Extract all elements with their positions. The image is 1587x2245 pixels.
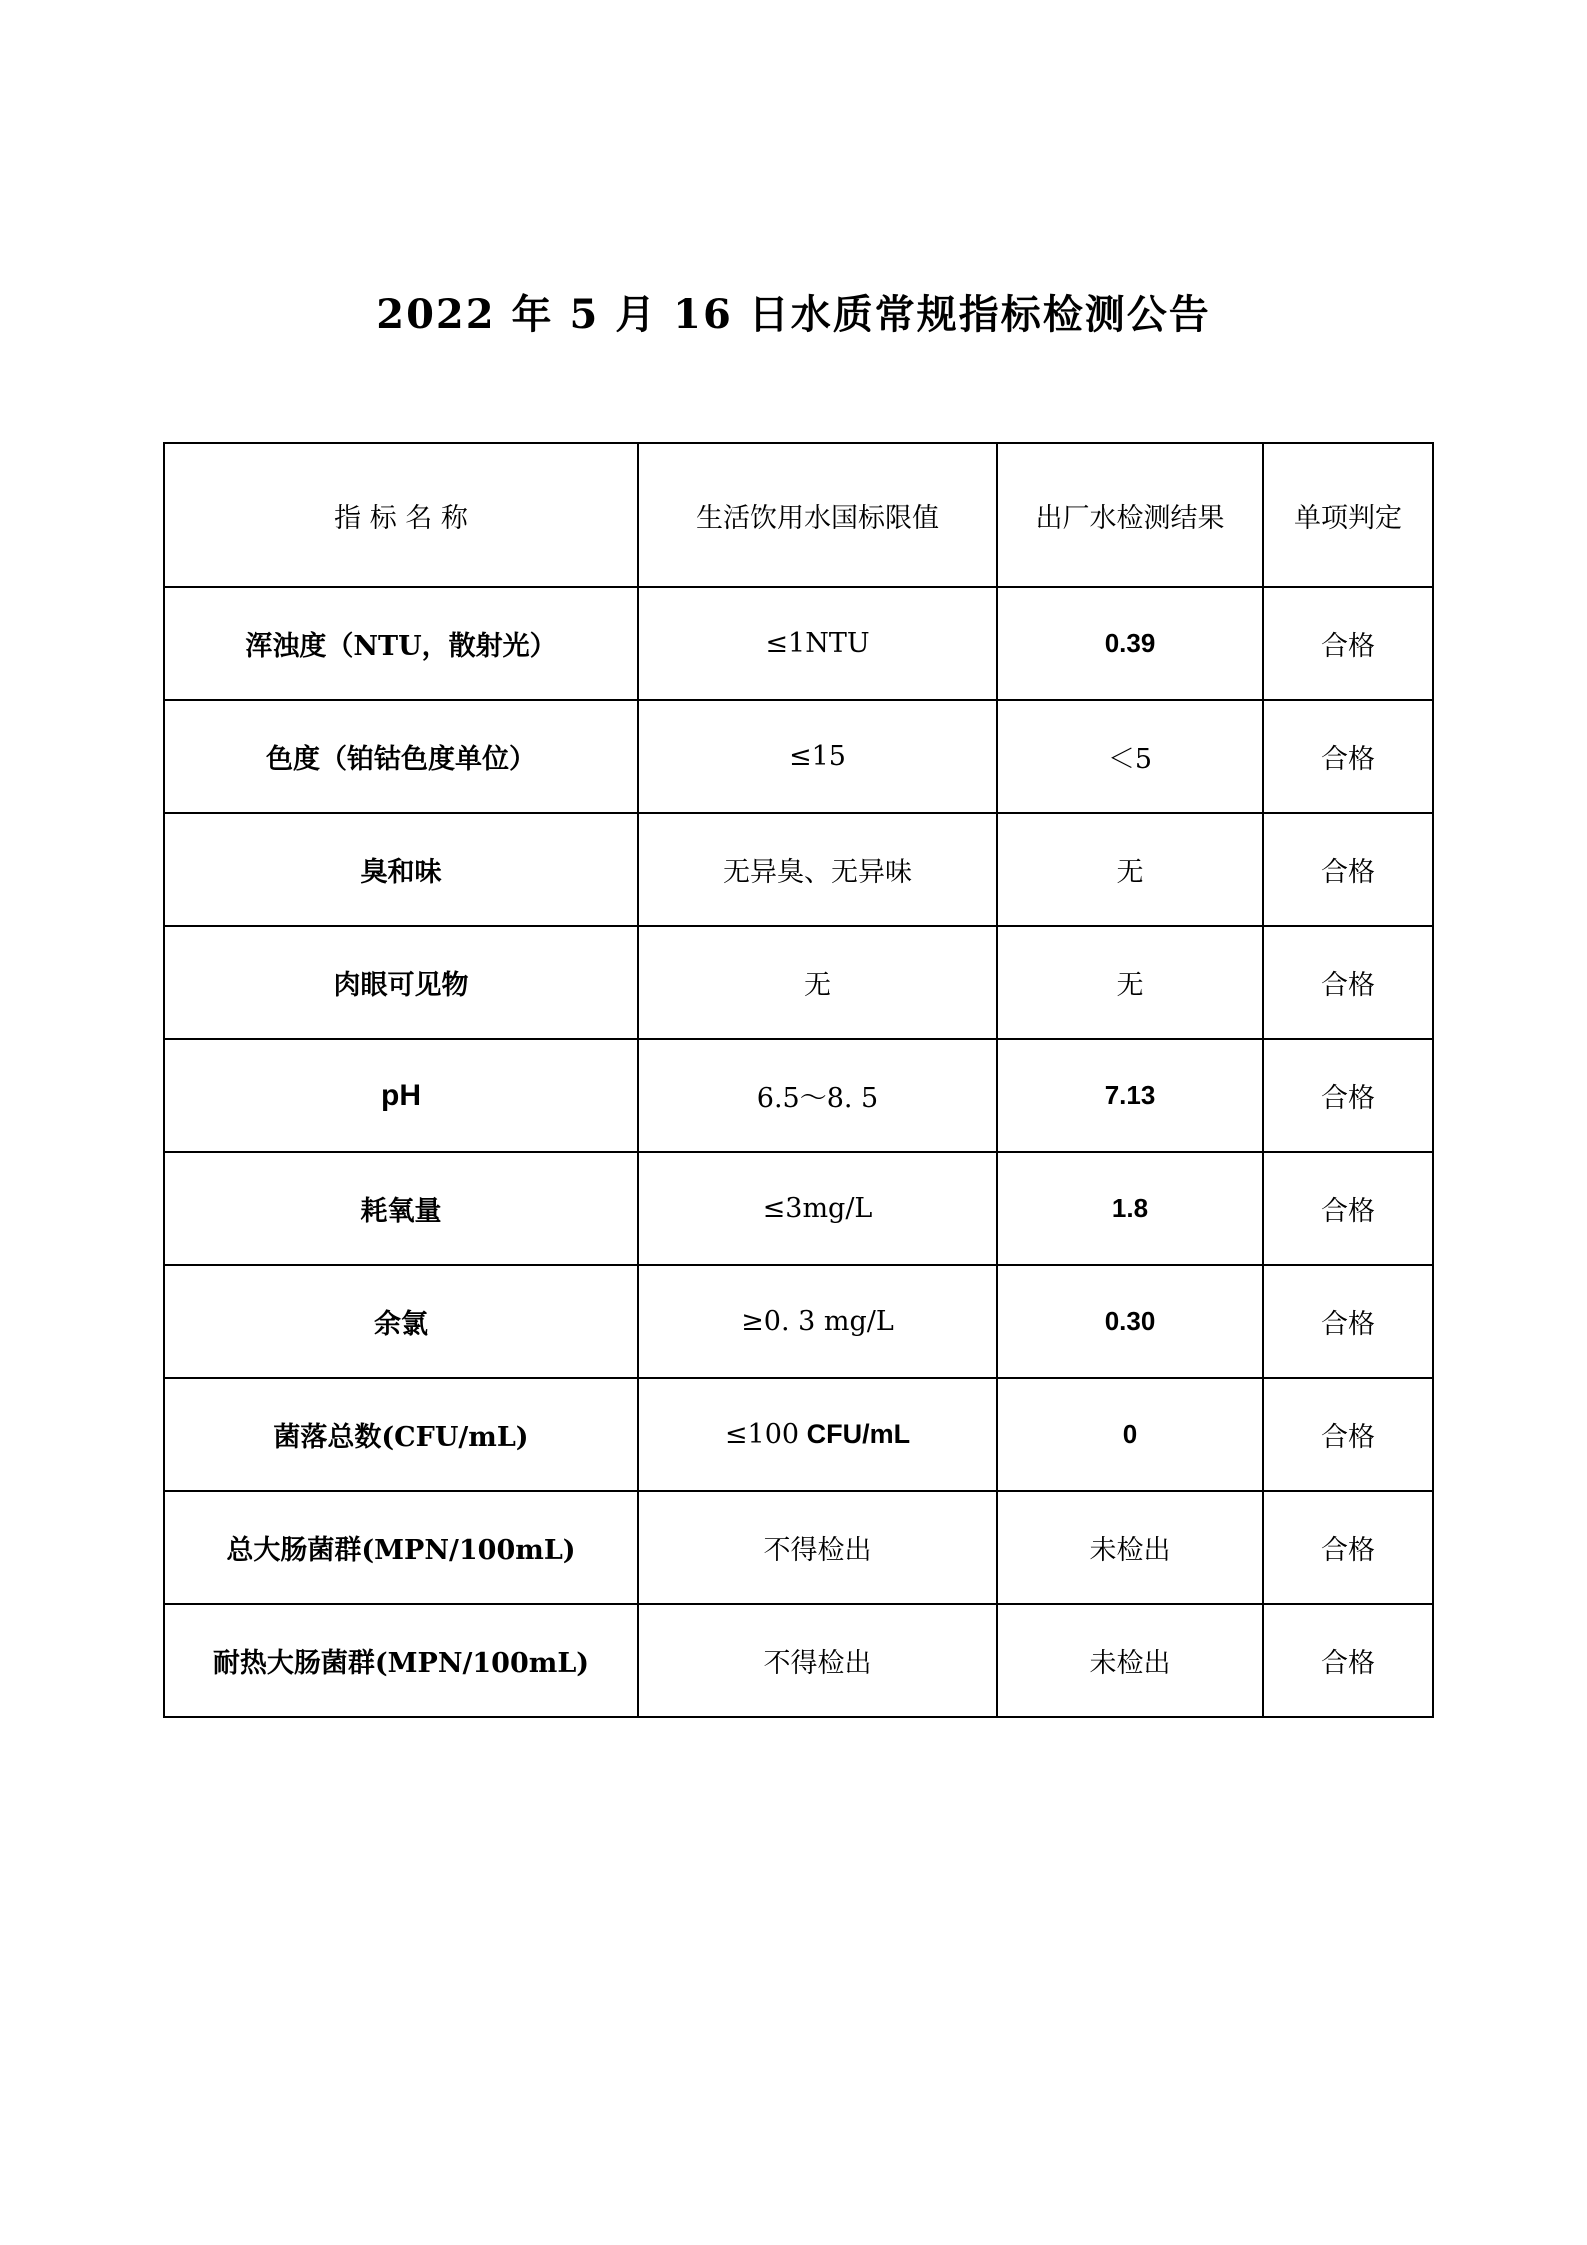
result-cell: 无	[997, 926, 1263, 1039]
table-row-color	[164, 700, 1433, 813]
water-quality-table	[163, 442, 1434, 1718]
verdict-cell: 合格	[1263, 1491, 1433, 1604]
limit-value: ≤100	[724, 1419, 800, 1450]
verdict-cell: 合格	[1263, 1152, 1433, 1265]
table-row-ph	[164, 1039, 1433, 1152]
result-cell: 7.13	[997, 1039, 1263, 1152]
result-cell: 0.39	[997, 587, 1263, 700]
table-header-row	[164, 443, 1433, 587]
limit-cell: ≤3mg/L	[638, 1152, 997, 1265]
header-test-result: 出厂水检测结果	[997, 443, 1263, 587]
verdict-cell: 合格	[1263, 813, 1433, 926]
water-quality-table-container	[163, 442, 1432, 1718]
limit-unit: CFU/mL	[799, 1419, 911, 1449]
table-row-turbidity	[164, 587, 1433, 700]
indicator-name-cell: 耗氧量	[164, 1152, 638, 1265]
result-cell: 0.30	[997, 1265, 1263, 1378]
limit-cell: ≤15	[638, 700, 997, 813]
result-cell: 未检出	[997, 1491, 1263, 1604]
result-cell: 未检出	[997, 1604, 1263, 1717]
indicator-name-cell: pH	[164, 1039, 638, 1152]
verdict-cell: 合格	[1263, 926, 1433, 1039]
limit-cell: ≥0. 3 mg/L	[638, 1265, 997, 1378]
verdict-cell: 合格	[1263, 587, 1433, 700]
result-cell: ＜5	[997, 700, 1263, 813]
verdict-cell: 合格	[1263, 1604, 1433, 1717]
result-cell: 1.8	[997, 1152, 1263, 1265]
table-row-colony-count	[164, 1378, 1433, 1491]
table-row-total-coliform	[164, 1491, 1433, 1604]
limit-cell: 无	[638, 926, 997, 1039]
limit-cell	[638, 1378, 997, 1491]
indicator-name-cell: 余氯	[164, 1265, 638, 1378]
header-verdict: 单项判定	[1263, 443, 1433, 587]
verdict-cell: 合格	[1263, 700, 1433, 813]
document-title: 2022 年 5 月 16 日水质常规指标检测公告	[376, 291, 1211, 338]
indicator-name-cell: 臭和味	[164, 813, 638, 926]
verdict-cell: 合格	[1263, 1265, 1433, 1378]
indicator-name-cell: 肉眼可见物	[164, 926, 638, 1039]
limit-cell: 无异臭、无异味	[638, 813, 997, 926]
result-cell: 0	[997, 1378, 1263, 1491]
verdict-cell: 合格	[1263, 1378, 1433, 1491]
verdict-cell: 合格	[1263, 1039, 1433, 1152]
limit-cell: 6.5～8. 5	[638, 1039, 997, 1152]
table-row-residual-chlorine	[164, 1265, 1433, 1378]
limit-cell: 不得检出	[638, 1604, 997, 1717]
table-row-odor-taste	[164, 813, 1433, 926]
indicator-name-cell: 菌落总数(CFU/mL)	[164, 1378, 638, 1491]
table-row-visible-matter	[164, 926, 1433, 1039]
indicator-name-cell: 浑浊度（NTU，散射光）	[164, 587, 638, 700]
indicator-name-cell: 色度（铂钴色度单位）	[164, 700, 638, 813]
limit-cell: ≤1NTU	[638, 587, 997, 700]
table-row-thermotolerant-coliform	[164, 1604, 1433, 1717]
table-row-oxygen-consumption	[164, 1152, 1433, 1265]
header-indicator-name: 指 标 名 称	[164, 443, 638, 587]
result-cell: 无	[997, 813, 1263, 926]
indicator-name-cell: 总大肠菌群(MPN/100mL)	[164, 1491, 638, 1604]
indicator-name-cell: 耐热大肠菌群(MPN/100mL)	[164, 1604, 638, 1717]
header-national-limit: 生活饮用水国标限值	[638, 443, 997, 587]
limit-cell: 不得检出	[638, 1491, 997, 1604]
